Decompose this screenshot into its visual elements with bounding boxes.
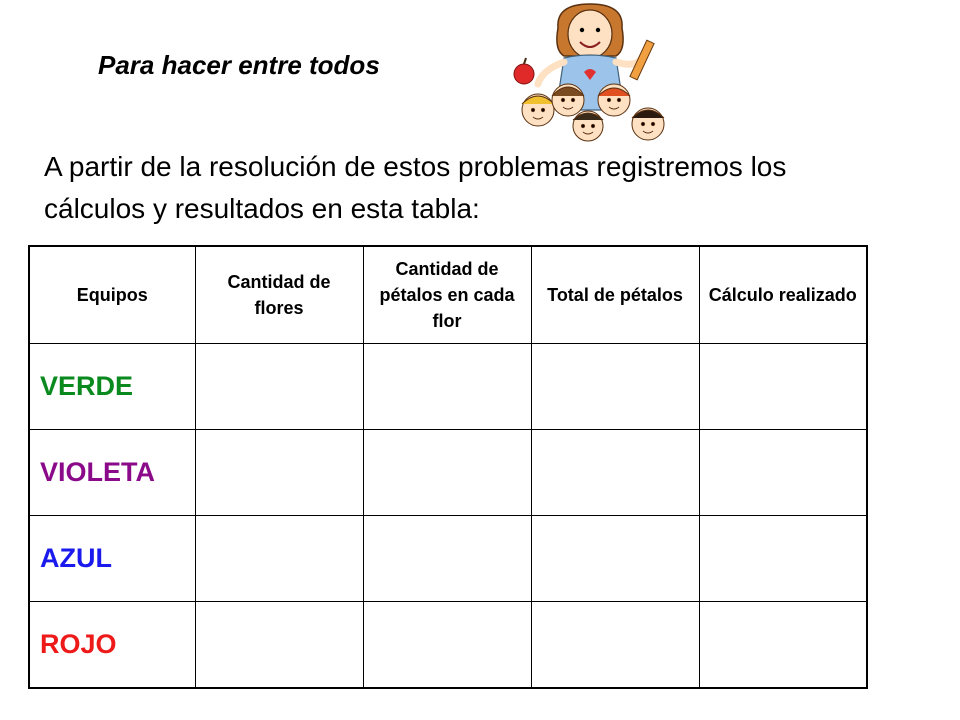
header-equipos: Equipos (29, 246, 195, 344)
header-total-petalos: Total de pétalos (531, 246, 699, 344)
table-cell (195, 430, 363, 516)
intro-text: A partir de la resolución de estos problemas registremos los cálculos y resultados en esta tabla: (44, 151, 787, 224)
table-cell (363, 516, 531, 602)
table-row (29, 344, 867, 430)
header-cantidad-flores: Cantidad de flores (195, 246, 363, 344)
table-cell (699, 516, 867, 602)
table-cell (531, 430, 699, 516)
table-cell (363, 430, 531, 516)
table-cell (363, 602, 531, 689)
table-cell (699, 344, 867, 430)
table-row (29, 516, 867, 602)
team-name: VERDE (29, 344, 195, 430)
table-cell (195, 516, 363, 602)
table-cell (363, 344, 531, 430)
team-name: VIOLETA (29, 430, 195, 516)
table-header-row (29, 246, 867, 344)
table-cell (531, 344, 699, 430)
team-name: AZUL (29, 516, 195, 602)
table-cell (699, 602, 867, 689)
table-row (29, 602, 867, 689)
table-cell (195, 602, 363, 689)
page-title: Para hacer entre todos (98, 50, 380, 80)
table-cell (531, 602, 699, 689)
table-cell (699, 430, 867, 516)
team-name: ROJO (29, 602, 195, 689)
table-cell (195, 344, 363, 430)
results-table (28, 245, 868, 689)
header-cantidad-petalos: Cantidad de pétalos en cada flor (363, 246, 531, 344)
teacher-with-children-illustration (498, 0, 680, 146)
table-cell (531, 516, 699, 602)
header-calculo-realizado: Cálculo realizado (699, 246, 867, 344)
table-row (29, 430, 867, 516)
